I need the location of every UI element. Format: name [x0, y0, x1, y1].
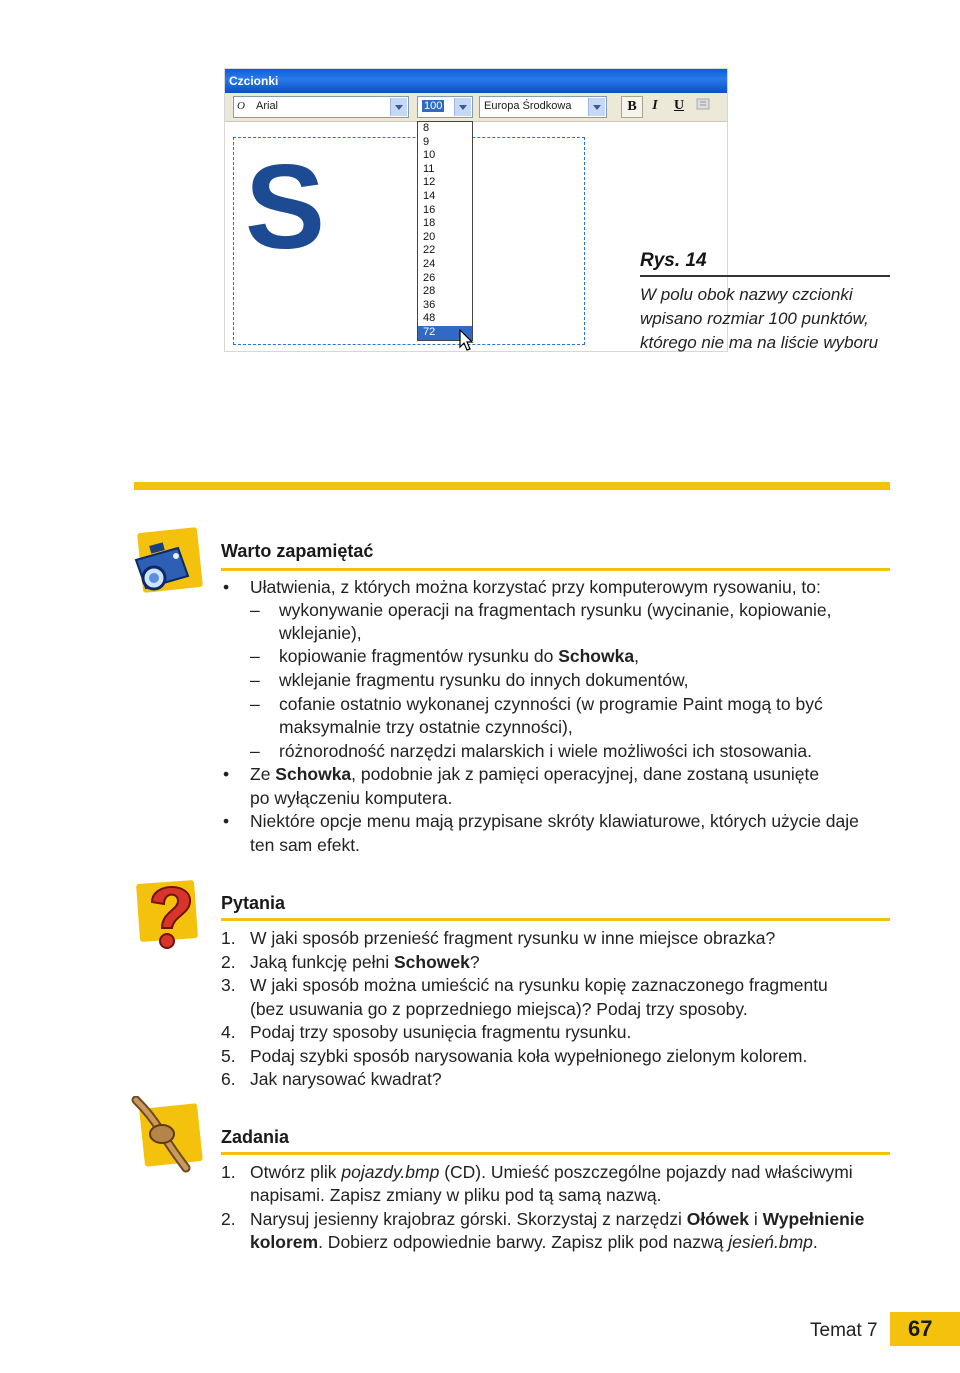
- size-option[interactable]: 9: [423, 135, 430, 148]
- item-number: 5.: [221, 1046, 236, 1066]
- dash-marker: –: [250, 670, 260, 690]
- question-item: Jaką funkcję pełni Schowek?: [250, 952, 480, 972]
- camera-icon: [128, 526, 208, 602]
- size-option[interactable]: 18: [423, 217, 436, 230]
- dash-marker: –: [250, 646, 260, 666]
- list-item: Ze Schowka, podobnie jak z pamięci operacyjnej, dane zostaną usunięte: [250, 764, 820, 784]
- size-option[interactable]: 10: [423, 149, 436, 162]
- list-item-cont: maksymalnie trzy ostatnie czynności),: [279, 717, 573, 737]
- item-number: 2.: [221, 952, 236, 972]
- size-option[interactable]: 8: [423, 122, 430, 134]
- question-item: Podaj trzy sposoby usunięcia fragmentu rysunku.: [250, 1022, 632, 1042]
- section-title-tasks: Zadania: [221, 1127, 290, 1147]
- caption-divider: [640, 275, 890, 277]
- chevron-down-icon[interactable]: [588, 98, 605, 116]
- font-toolbar: [225, 93, 727, 122]
- list-item-cont: po wyłączeniu komputera.: [250, 788, 453, 808]
- size-option[interactable]: 16: [423, 203, 436, 216]
- task-item: Otwórz plik pojazdy.bmp (CD). Umieść poszczególne pojazdy nad właściwymi: [250, 1162, 853, 1182]
- script-value: Europa Środkowa: [484, 100, 572, 112]
- section-divider: [134, 482, 890, 490]
- list-item: różnorodność narzędzi malarskich i wiele możliwości ich stosowania.: [279, 741, 812, 761]
- dash-marker: –: [250, 600, 260, 620]
- question-item-cont: (bez usuwania go z poprzedniego miejsca)? Podaj trzy sposoby.: [250, 999, 748, 1019]
- section-title-questions: Pytania: [221, 893, 286, 913]
- pointer-cursor-icon: [459, 329, 477, 353]
- list-item-cont: ten sam efekt.: [250, 835, 360, 855]
- section-rule: [221, 568, 890, 571]
- section-rule: [221, 918, 890, 921]
- font-size-dropdown-list[interactable]: [417, 121, 473, 341]
- bullet-icon: •: [223, 577, 230, 597]
- font-type-icon: O: [237, 100, 245, 112]
- list-item: cofanie ostatnio wykonanej czynności (w programie Paint mogą to być: [279, 694, 823, 714]
- font-name-select[interactable]: [233, 96, 409, 118]
- item-number: 4.: [221, 1022, 236, 1042]
- bullet-icon: •: [223, 811, 230, 831]
- question-item: W jaki sposób można umieścić na rysunku kopię zaznaczonego fragmentu: [250, 975, 828, 995]
- caption-line: wpisano rozmiar 100 punktów,: [640, 309, 869, 328]
- size-option-selected[interactable]: 72: [418, 326, 472, 340]
- list-item: wklejanie fragmentu rysunku do innych dokumentów,: [279, 670, 689, 690]
- figure-caption: [640, 283, 910, 355]
- font-size-select[interactable]: [417, 96, 473, 118]
- task-item: Narysuj jesienny krajobraz górski. Skorzystaj z narzędzi Ołówek i Wypełnienie: [250, 1209, 865, 1229]
- chevron-down-icon[interactable]: [390, 98, 407, 116]
- caption-line: W polu obok nazwy czcionki: [640, 285, 853, 304]
- question-item: Jak narysować kwadrat?: [250, 1069, 442, 1089]
- sample-letter: S: [245, 140, 326, 274]
- chapter-label: Temat 7: [810, 1320, 878, 1341]
- size-option[interactable]: 24: [423, 257, 436, 270]
- bold-button[interactable]: B: [621, 96, 643, 118]
- list-item: Niektóre opcje menu mają przypisane skróty klawiaturowe, których użycie daje: [250, 811, 859, 831]
- list-item: wykonywanie operacji na fragmentach rysunku (wycinanie, kopiowanie,: [279, 600, 832, 620]
- window-titlebar: [225, 69, 727, 93]
- section-title-remember: Warto zapamiętać: [221, 541, 374, 561]
- task-item-cont: napisami. Zapisz zmiany w pliku pod tą samą nazwą.: [250, 1185, 662, 1205]
- rope-knot-icon: [130, 1096, 206, 1174]
- list-item: Ułatwienia, z których można korzystać przy komputerowym rysowaniu, to:: [250, 577, 821, 597]
- caption-line: którego nie ma na liście wyboru: [640, 333, 879, 352]
- section-rule: [221, 1152, 890, 1155]
- question-mark-icon: [134, 874, 206, 954]
- item-number: 2.: [221, 1209, 236, 1229]
- chevron-down-icon[interactable]: [454, 98, 471, 116]
- list-item: kopiowanie fragmentów rysunku do Schowka,: [279, 646, 639, 666]
- script-select[interactable]: [479, 96, 607, 118]
- size-option[interactable]: 36: [423, 298, 436, 311]
- underline-button[interactable]: U: [673, 98, 685, 113]
- item-number: 3.: [221, 975, 236, 995]
- item-number: 6.: [221, 1069, 236, 1089]
- size-option[interactable]: 22: [423, 244, 436, 257]
- size-option[interactable]: 14: [423, 189, 436, 202]
- size-option[interactable]: 20: [423, 230, 436, 243]
- size-option[interactable]: 11: [423, 162, 435, 175]
- question-item: W jaki sposób przenieść fragment rysunku w inne miejsce obrazka?: [250, 928, 776, 948]
- page-number-box: [890, 1312, 960, 1346]
- font-size-value: 100: [424, 100, 443, 112]
- list-item-cont: wklejanie),: [279, 623, 362, 643]
- question-item: Podaj szybki sposób narysowania koła wypełnionego zielonym kolorem.: [250, 1046, 808, 1066]
- bullet-icon: •: [223, 764, 230, 784]
- task-item-cont: kolorem. Dobierz odpowiednie barwy. Zapisz plik pod nazwą jesień.bmp.: [250, 1232, 818, 1252]
- size-option[interactable]: 26: [423, 271, 436, 284]
- italic-button[interactable]: I: [652, 98, 658, 113]
- page-number: 67: [908, 1316, 933, 1341]
- figure-caption-title: Rys. 14: [640, 250, 707, 271]
- window-title: Czcionki: [229, 74, 279, 88]
- vertical-text-icon[interactable]: [693, 96, 713, 116]
- item-number: 1.: [221, 928, 236, 948]
- dash-marker: –: [250, 694, 260, 714]
- size-option[interactable]: 48: [423, 312, 436, 325]
- size-option[interactable]: 12: [423, 176, 436, 189]
- item-number: 1.: [221, 1162, 236, 1182]
- dash-marker: –: [250, 741, 260, 761]
- font-name-value: Arial: [256, 100, 279, 112]
- size-option[interactable]: 28: [423, 285, 436, 298]
